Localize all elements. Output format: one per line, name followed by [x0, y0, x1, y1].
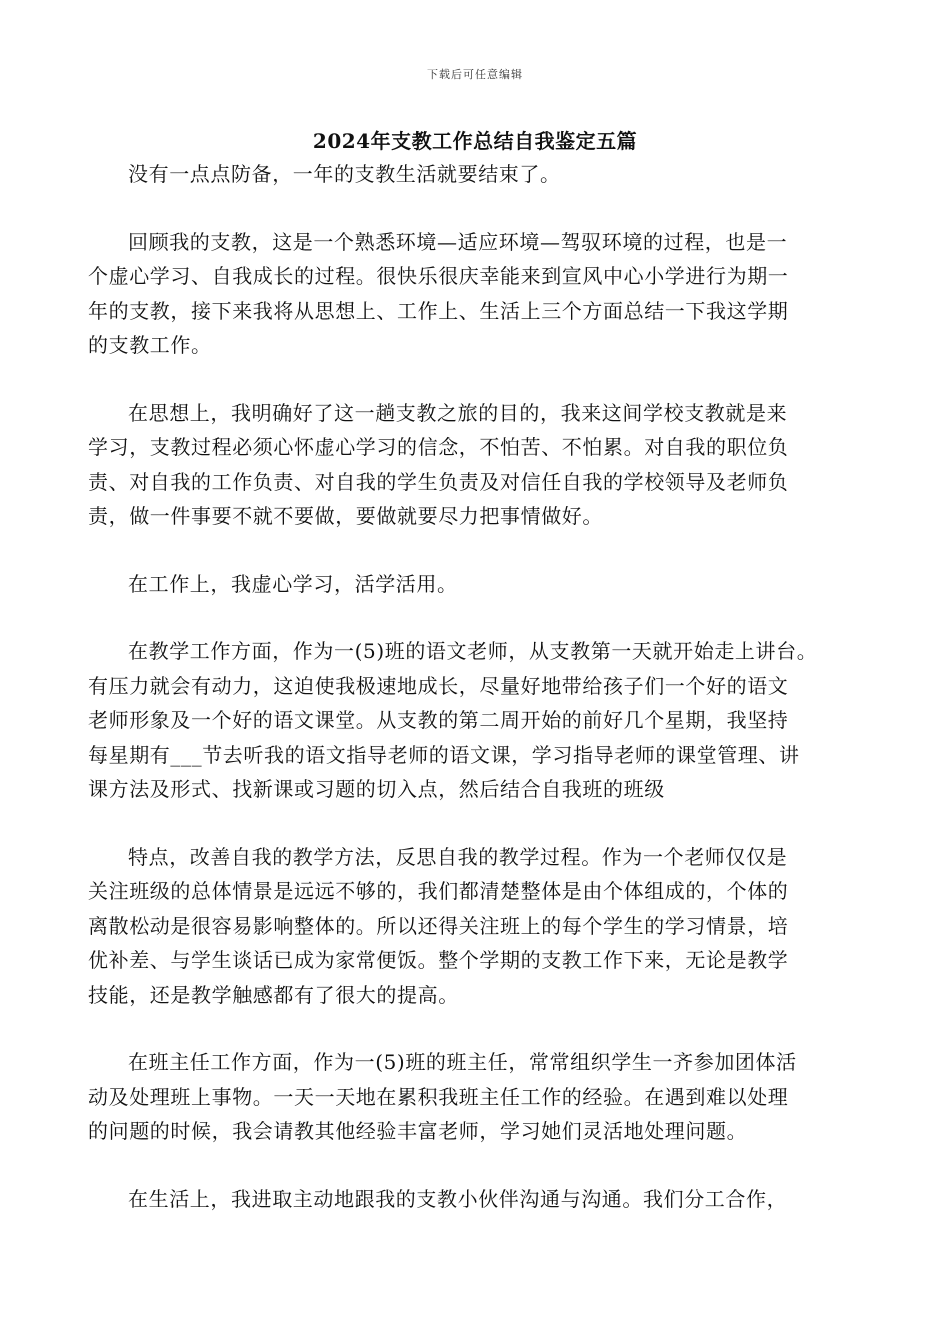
paragraph: [88, 225, 878, 363]
text-line: 特点，改善自我的教学方法，反思自我的教学过程。作为一个老师仅仅是: [128, 844, 788, 869]
text-line: 的问题的时候，我会请教其他经验丰富老师，学习她们灵活地处理问题。: [88, 1119, 748, 1143]
text-line: 在工作上，我虚心学习，活学活用。: [128, 571, 458, 596]
document-body: [88, 157, 878, 1249]
paragraph: [88, 1182, 878, 1217]
paragraph: [88, 1045, 878, 1149]
text-line: 没有一点点防备，一年的支教生活就要结束了。: [128, 162, 561, 186]
text-line: 老师形象及一个好的语文课堂。从支教的第二周开始的前好几个星期，我坚持: [88, 708, 789, 732]
document-title: 2024年支教工作总结自我鉴定五篇: [312, 129, 638, 153]
text-line: 的支教工作。: [88, 333, 212, 357]
text-line: 离散松动是很容易影响整体的。所以还得关注班上的每个学生的学习情景，培: [88, 913, 789, 938]
paragraph: [88, 634, 878, 807]
text-line: 课方法及形式、找新课或习题的切入点，然后结合自我班的班级: [88, 777, 665, 801]
text-line: 在教学工作方面，作为一(5)班的语文老师，从支教第一天就开始走上讲台。: [128, 639, 818, 663]
text-line: 在思想上，我明确好了这一趟支教之旅的目的，我来这间学校支教就是来: [128, 400, 788, 425]
text-line: 关注班级的总体情景是远远不够的，我们都清楚整体是由个体组成的，个体的: [88, 879, 789, 903]
text-line: 年的支教，接下来我将从思想上、工作上、生活上三个方面总结一下我这学期: [88, 298, 789, 323]
paragraph: [88, 840, 878, 1013]
text-line: 优补差、与学生谈话已成为家常便饭。整个学期的支教工作下来，无论是教学: [88, 948, 789, 972]
text-line: 每星期有___节去听我的语文指导老师的语文课，学习指导老师的课堂管理、讲: [88, 742, 800, 767]
text-line: 学习，支教过程必须心怀虚心学习的信念，不怕苦、不怕累。对自我的职位负: [88, 435, 789, 459]
paragraph: [88, 567, 878, 602]
text-line: 动及处理班上事物。一天一天地在累积我班主任工作的经验。在遇到难以处理: [88, 1084, 789, 1109]
page-header-note: 下载后可任意编辑: [427, 68, 523, 81]
text-line: 在生活上，我进取主动地跟我的支教小伙伴沟通与沟通。我们分工合作，: [128, 1186, 788, 1211]
text-line: 回顾我的支教，这是一个熟悉环境—适应环境—驾驭环境的过程，也是一: [128, 229, 788, 254]
text-line: 个虚心学习、自我成长的过程。很快乐很庆幸能来到宣风中心小学进行为期一: [88, 264, 789, 288]
paragraph: [88, 157, 878, 192]
paragraph: [88, 396, 878, 534]
text-line: 责、对自我的工作负责、对自我的学生负责及对信任自我的学校领导及老师负: [88, 469, 789, 494]
text-line: 技能，还是教学触感都有了很大的提高。: [88, 982, 459, 1007]
text-line: 在班主任工作方面，作为一(5)班的班主任，常常组织学生一齐参加团体活: [128, 1050, 797, 1074]
text-line: 责，做一件事要不就不要做，要做就要尽力把事情做好。: [88, 504, 603, 528]
text-line: 有压力就会有动力，这迫使我极速地成长，尽量好地带给孩子们一个好的语文: [88, 673, 789, 698]
